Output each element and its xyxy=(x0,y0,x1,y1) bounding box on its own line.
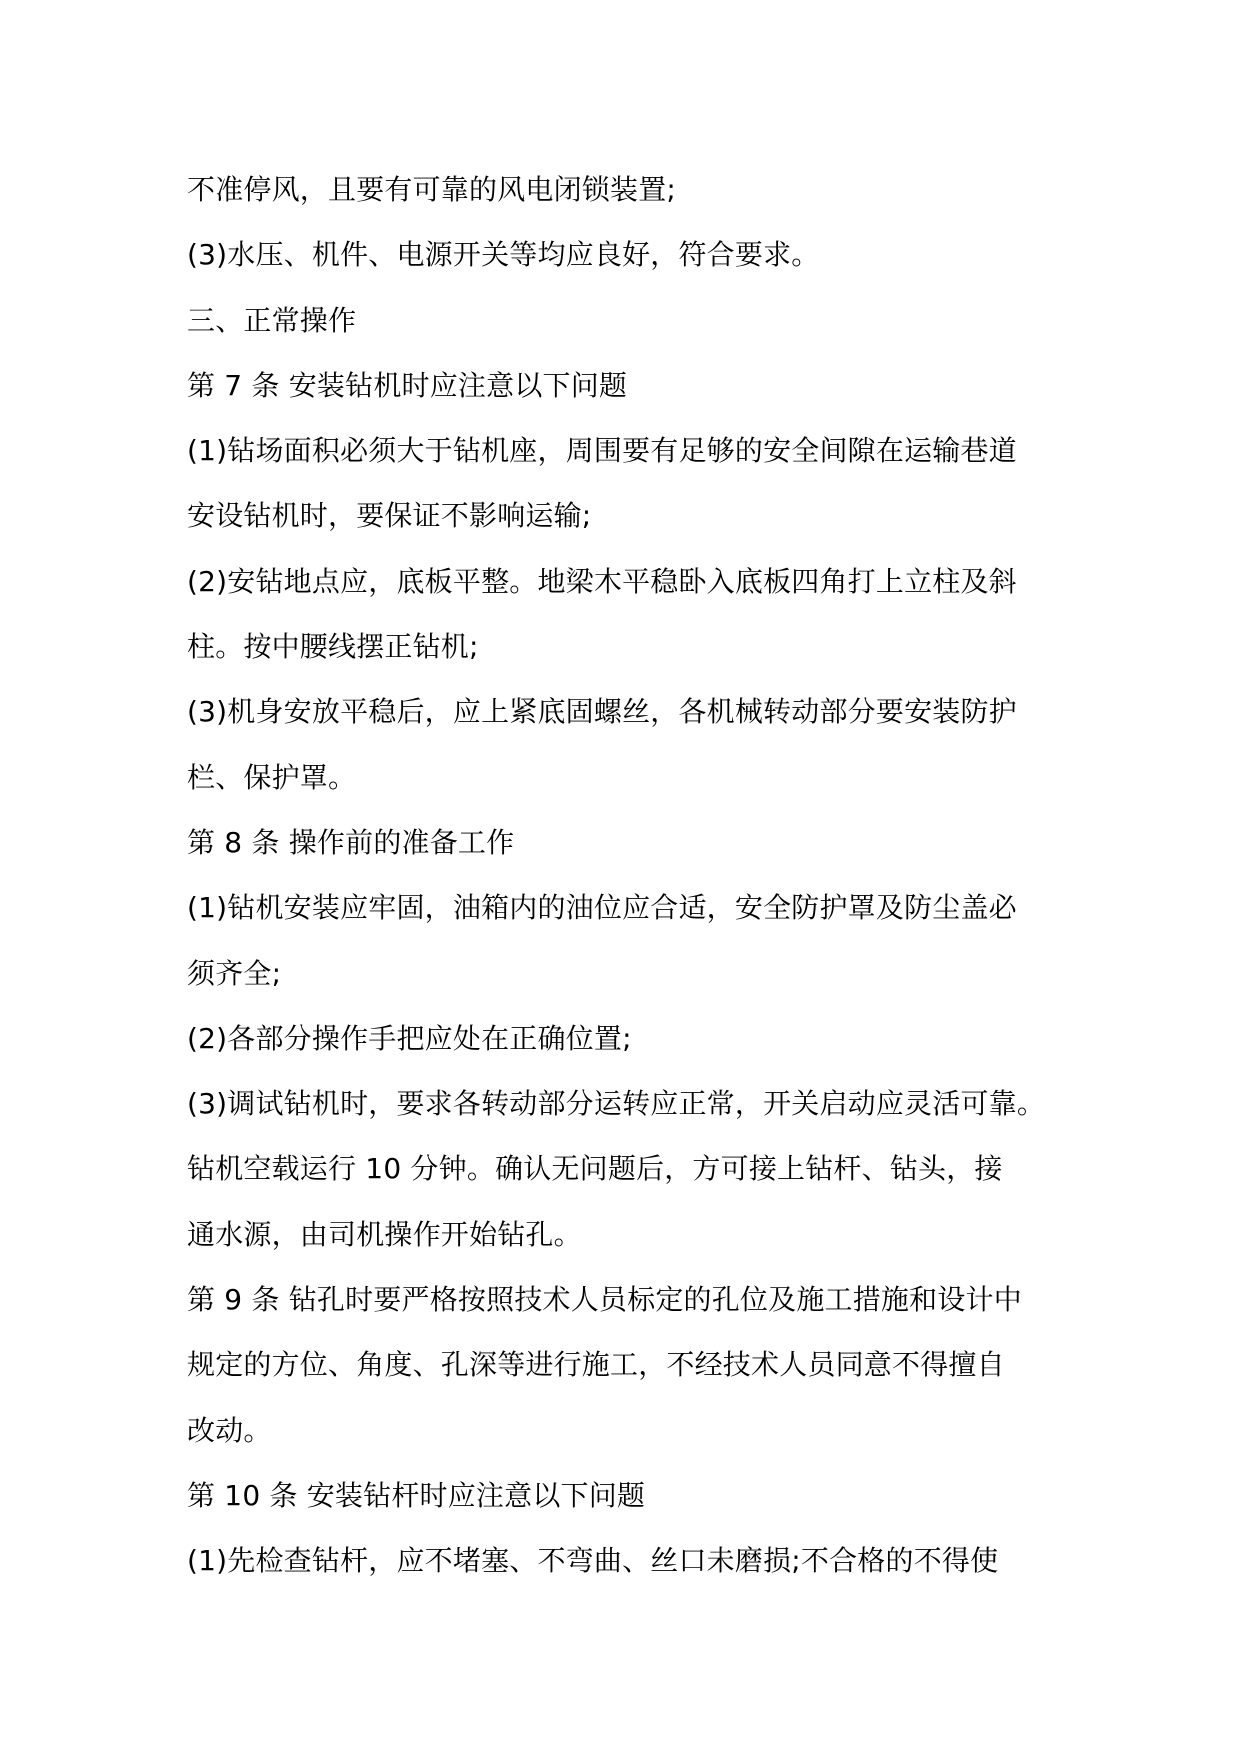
text-line-5: (1)钻场面积必须大于钻机座，周围要有足够的安全间隙在运输巷道 xyxy=(187,434,1017,468)
text-line-12: (1)钻机安装应牢固，油箱内的油位应合适，安全防护罩及防尘盖必 xyxy=(187,891,1017,925)
text-line-13: 须齐全; xyxy=(187,956,282,990)
text-line-7: (2)安钻地点应，底板平整。地梁木平稳卧入底板四角打上立柱及斜 xyxy=(187,564,1017,598)
text-line-14: (2)各部分操作手把应处在正确位置; xyxy=(187,1021,632,1055)
text-line-22: (1)先检查钻杆，应不堵塞、不弯曲、丝口未磨损;不合格的不得使 xyxy=(187,1544,999,1578)
document-body xyxy=(187,170,1087,1607)
text-line-8: 柱。按中腰线摆正钻机; xyxy=(187,630,479,664)
text-line-17: 通水源，由司机操作开始钻孔。 xyxy=(187,1217,582,1251)
article-8-heading: 第 8 条 操作前的准备工作 xyxy=(187,825,515,859)
text-line-19: 规定的方位、角度、孔深等进行施工，不经技术人员同意不得擅自 xyxy=(187,1348,1005,1382)
article-9-text: 第 9 条 钻孔时要严格按照技术人员标定的孔位及施工措施和设计中 xyxy=(187,1283,1022,1317)
text-line-10: 栏、保护罩。 xyxy=(187,760,357,794)
article-7-heading: 第 7 条 安装钻机时应注意以下问题 xyxy=(187,368,628,402)
text-line-1: 不准停风，且要有可靠的风电闭锁装置; xyxy=(187,173,677,206)
text-line-2: (3)水压、机件、电源开关等均应良好，符合要求。 xyxy=(187,238,820,272)
text-line-20: 改动。 xyxy=(187,1413,272,1447)
section-heading: 三、正常操作 xyxy=(187,303,357,337)
text-line-15: (3)调试钻机时，要求各转动部分运转应正常，开关启动应灵活可靠。 xyxy=(187,1087,1046,1121)
text-line-16: 钻机空载运行 10 分钟。确认无问题后，方可接上钻杆、钻头，接 xyxy=(187,1152,1003,1186)
text-line-6: 安设钻机时，要保证不影响运输; xyxy=(187,499,592,533)
article-10-heading: 第 10 条 安装钻杆时应注意以下问题 xyxy=(187,1478,646,1512)
text-line-9: (3)机身安放平稳后，应上紧底固螺丝，各机械转动部分要安装防护 xyxy=(187,695,1017,729)
